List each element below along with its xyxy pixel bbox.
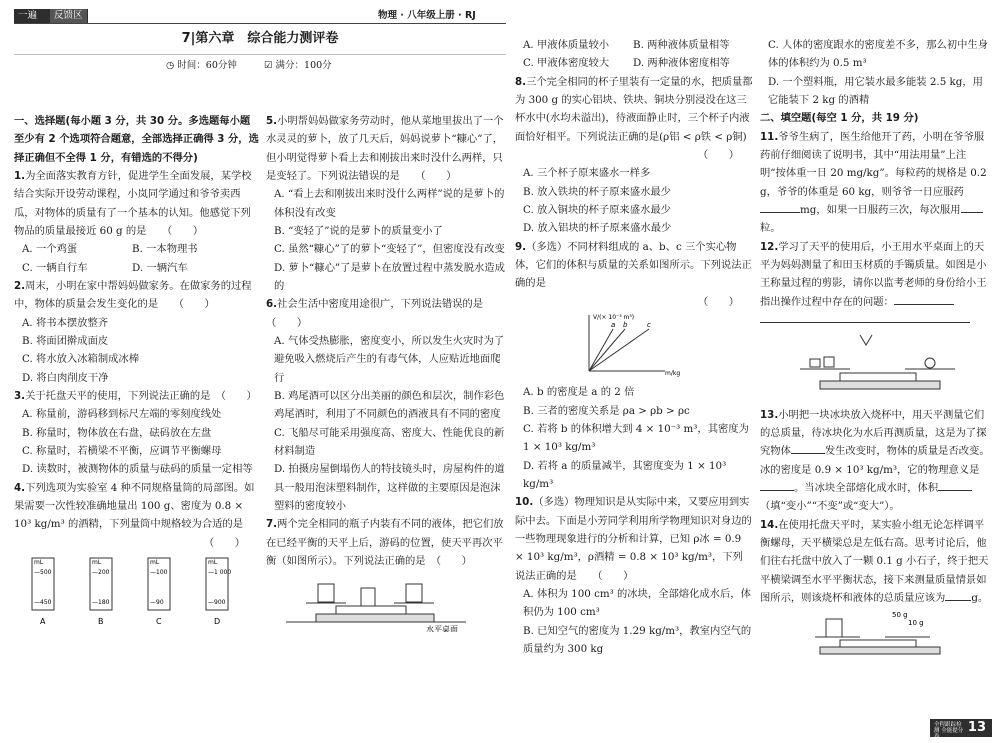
balance-base	[316, 614, 434, 622]
cylinder-unit: mL	[150, 558, 160, 566]
q3-option-b: B. 称量时，物体放在右盘，砝码放在左盘	[22, 426, 212, 439]
line-a	[589, 329, 613, 371]
column-2	[266, 112, 506, 743]
question-1: 1.为全面落实教育方针，促进学生全面发展，某学校结合实际开设劳动课程，小岚同学通过和爷爷卖西瓜，对物体的质量有了一个基本的认知。他感觉下列物品的质量最接近 60 g 的是 （ ）	[14, 169, 252, 237]
cylinder-c	[148, 558, 170, 626]
cylinder-label: D	[214, 616, 221, 626]
blank-11b[interactable]	[961, 202, 983, 213]
q8-answer-paren: （ ）	[697, 148, 739, 161]
q5-option-b: B. “变轻了”说的是萝卜的质量变小了	[274, 224, 443, 237]
question-10: 10.（多选）物理知识是从实际中来，又要应用到实际中去。下面是小芳同学利用所学物理知识对身边的一些物理现象进行的分析和计算，已知 ρ冰 = 0.9 × 10³ kg/m³，ρ酒精 = 0.8 × 10³ kg/m³，下列说法正确的是 （ ）	[515, 496, 752, 582]
q7-options-row2	[515, 54, 753, 72]
beaker	[826, 619, 842, 637]
balance-figure-q12	[760, 329, 990, 399]
q6-option-d: D. 拍摄房屋倒塌伤人的特技镜头时，房屋构件的道具一般用泡沫塑料制作，这样做的主要原因是泡沫塑料的密度较小	[274, 463, 505, 512]
balance-figure-q14	[760, 607, 990, 655]
blank-11a[interactable]	[760, 202, 800, 213]
cylinder-unit: mL	[34, 558, 44, 566]
series-a-label: a	[611, 320, 616, 329]
question-9: 9.（多选）不同材料组成的 a、b、c 三个实心物体，它们的体积与质量的关系如图所示。下列说法正确的是	[515, 240, 752, 290]
question-11: 11.爷爷生病了，医生给他开了药，小明在爷爷服药前仔细阅读了说明书，其中“用法用量”上注明“按体重一日 20 mg/kg”。每粒药的规格是 0.2 g，爷爷的体重是 60 kg，则爷爷一日应服药mg，如果一日服药三次，每次服用粒。	[760, 130, 987, 235]
q6-option-b: B. 鸡尾酒可以区分出美丽的颜色和层次，制作彩色鸡尾酒时，利用了不同颜色的酒液具有不同的密度	[274, 389, 505, 421]
time-label: ◷ 时间：60分钟	[166, 60, 237, 71]
cylinder-bottom-mark: —180	[92, 598, 110, 606]
blank-12b[interactable]	[760, 312, 970, 323]
q8-option-a: A. 三个杯子原来盛水一样多	[523, 167, 651, 180]
q7-option-b: B. 两种液体质量相等	[633, 39, 730, 51]
column-3	[515, 36, 753, 743]
q5-option-a: A. “看上去和刚拔出来时没什么两样”说的是萝卜的体积没有改变	[274, 188, 505, 219]
q2-option-b: B. 将面团擀成面皮	[22, 334, 109, 347]
q6-option-c: C. 飞船尽可能采用强度高、密度大、性能优良的新材料制造	[274, 426, 505, 457]
q9-option-b: B. 三者的密度关系是 ρa > ρb > ρc	[523, 404, 690, 417]
cylinder-bottom-mark: —90	[150, 598, 164, 606]
base-14	[820, 647, 940, 654]
blank-12a[interactable]	[894, 294, 954, 305]
q1-option-b: B. 一本物理书	[132, 243, 198, 256]
q9-option-d: D. 若将 a 的质量减半，其密度变为 1 × 10³ kg/m³	[523, 459, 727, 490]
score-label: ☑ 满分：100分	[264, 60, 332, 71]
q3-option-c: C. 称量时，若横梁不平衡，应调节平衡螺母	[22, 444, 222, 457]
cylinder-label: A	[40, 616, 46, 626]
q7-option-c: C. 甲液体密度较大	[523, 57, 610, 70]
q8-option-b: B. 放入铁块的杯子原来盛水最少	[523, 185, 671, 198]
q1-option-c: C. 一辆自行车	[22, 261, 88, 274]
bottle-left	[318, 584, 334, 602]
bracelet	[925, 358, 935, 368]
table-label: 水平桌面	[426, 625, 458, 633]
scale-14	[840, 640, 916, 647]
hand-icon	[860, 335, 872, 345]
q8-option-d: D. 放入铝块的杯子原来盛水最少	[523, 222, 672, 235]
question-7: 7.两个完全相同的瓶子内装有不同的液体，把它们放在已经平衡的天平上后，游码的位置，使天平再次平衡（如图所示）。下列说法正确的是 （ ）	[266, 518, 504, 567]
weight-2	[824, 357, 834, 367]
blank-13c[interactable]	[938, 480, 972, 491]
q10-option-d: D. 一个塑料瓶，用它装水最多能装 2.5 kg，用它能装下 2 kg 的酒精	[768, 75, 983, 106]
column-1	[14, 112, 259, 743]
series-b-label: b	[623, 320, 628, 329]
q1-options-row2	[14, 259, 259, 277]
question-14: 14.在使用托盘天平时，某实验小组无论怎样调平衡螺母，天平横梁总是左低右高。思考讨论后，他们往右托盘中放入了一颗 0.1 g 小石子，终于把天平横梁调至水平平衡状态，接下来测量质量情景如图所示，则该烧杯和液体的总质量应该为 g。	[760, 518, 989, 604]
page-number-badge: 全程跟踪检测 全能提分卷 13	[930, 719, 992, 737]
cylinder-bottom-mark: —450	[34, 598, 52, 606]
volume-mass-graph	[515, 311, 753, 377]
q9-option-a: A. b 的密度是 a 的 2 倍	[523, 386, 635, 399]
q2-option-c: C. 将水放入冰箱制成冰棒	[22, 353, 140, 366]
section-heading-2: 二、填空题(每空 1 分，共 19 分)	[760, 112, 919, 125]
q1-options-row1	[14, 240, 259, 258]
section-heading: 一、选择题(每小题 3 分，共 30 分。多选题每小题至少有 2 个选项符合题意，全部选择正确得 3 分，选择正确但不全得 1 分，有错选的不得分)	[14, 115, 259, 164]
question-8: 8.三个完全相同的杯子里装有一定量的水，把质量都为 300 g 的实心铝块、铁块、铜块分别浸没在这三杯水中(水均未溢出)，待液面静止时，三个杯子内液面恰好相平。下列说法正确的是(ρ铝 < ρ铁 < ρ铜)	[515, 75, 753, 143]
cylinder-label: C	[156, 616, 162, 626]
q9-option-c: C. 若将 b 的体积增大到 4 × 10⁻³ m³，其密度为 1 × 10³ kg/m³	[523, 422, 749, 454]
q10-option-c: C. 人体的密度跟水的密度差不多，那么初中生身体的体积约为 0.5 m³	[768, 39, 988, 70]
question-12: 12.学习了天平的使用后，小王用水平桌面上的天平为妈妈测量了和田玉材质的手镯质量。如图是小王称量过程的剪影，请你以监考老师的身份给小王指出操作过程中存在的问题：	[760, 238, 990, 330]
q5-option-d: D. 萝卜“糠心”了是萝卜在放置过程中蒸发脱水造成的	[274, 261, 505, 292]
scale-12	[840, 373, 916, 381]
q2-option-a: A. 将书本摆放整齐	[22, 316, 109, 329]
q10-option-b: B. 已知空气的密度为 1.29 kg/m³，教室内空气的质量约为 300 kg	[523, 624, 752, 655]
q7-option-a: A. 甲液体质量较小	[523, 39, 610, 51]
question-3: 3.关于托盘天平的使用，下列说法正确的是 （ ）	[14, 389, 257, 402]
cylinder-unit: mL	[208, 558, 218, 566]
cylinder-d	[206, 558, 231, 626]
cylinder-bottom-mark: —900	[208, 598, 226, 606]
blank-13b[interactable]	[760, 480, 794, 491]
cylinder-a	[32, 558, 54, 626]
cylinder-top-mark: —100	[150, 568, 168, 576]
series-c-label: c	[647, 320, 651, 329]
q3-option-d: D. 读数时，被测物体的质量与砝码的质量一定相等	[22, 463, 253, 476]
balance-figure-q7	[266, 570, 506, 632]
blank-13a[interactable]	[791, 443, 825, 454]
question-4: 4.下列选项为实验室 4 种不同规格量筒的局部图。如果需要一次性较准确地量出 100 g、密度为 0.8 × 10³ kg/m³ 的酒精，下列量筒中规格较为合适的是	[14, 481, 255, 531]
graph-y-label: V/(× 10⁻³ m³)	[593, 313, 635, 321]
question-13: 13.小明把一块冰块放入烧杯中，用天平测量它们的总质量，待冰块化为水后再测质量，这是为了探究物体 发生改变时，物体的质量是否改变。冰的密度是 0.9 × 10³ kg/m³，它的物理意义是。当冰块全部熔化成水时，体积（填“变小”“不变”或“变大”）。	[760, 408, 990, 513]
brand-logo: 一遍 反馈区	[14, 9, 88, 23]
q1-option-a: A. 一个鸡蛋	[22, 243, 78, 256]
q9-answer-paren: （ ）	[697, 295, 739, 308]
q2-option-d: D. 将白肉削皮干净	[22, 371, 109, 384]
base-12	[820, 381, 940, 389]
cylinder-b	[90, 558, 112, 626]
graph-x-label: m/kg	[665, 369, 681, 377]
column-4	[760, 36, 990, 743]
q10-option-a: A. 体积为 100 cm³ 的冰块，全部熔化成水后，体积仍为 100 cm³	[523, 587, 751, 619]
q7-option-d: D. 两种液体密度相等	[633, 57, 730, 70]
cylinder-unit: mL	[92, 558, 102, 566]
weight-50g-label: 50 g	[892, 611, 908, 620]
q4-answer-paren: （ ）	[203, 536, 245, 549]
cylinder-label: B	[98, 616, 104, 626]
weight-10g-label: 10 g	[908, 619, 924, 628]
weight-1	[810, 359, 820, 367]
q7-options-row1	[515, 36, 753, 54]
blank-14a[interactable]	[945, 590, 971, 601]
cylinder-top-mark: —500	[34, 568, 52, 576]
q5-option-c: C. 虽然“糠心”了的萝卜“变轻了”，但密度没有改变	[274, 243, 505, 256]
q6-option-a: A. 气体受热膨胀，密度变小，所以发生火灾时为了避免吸入燃烧后产生的有毒气体，人应贴近地面爬行	[274, 334, 505, 384]
cylinder-top-mark: —1 000	[208, 568, 232, 576]
subject-label: 物理 · 八年级上册 · RJ	[378, 10, 476, 21]
balance-pillar	[361, 588, 375, 606]
page-title: 7|第六章 综合能力测评卷	[14, 24, 506, 55]
cylinder-top-mark: —200	[92, 568, 110, 576]
question-2: 2.周末，小明在家中帮妈妈做家务。在做家务的过程中，物体的质量会发生变化的是 （ ）	[14, 279, 252, 311]
q8-option-c: C. 放入铜块的杯子原来盛水最少	[523, 203, 671, 216]
q3-option-a: A. 称量前，游码移到标尺左端的零刻度线处	[22, 408, 222, 421]
question-6: 6.社会生活中密度用途很广，下列说法错误的是（ ）	[266, 298, 484, 329]
beam-scale	[336, 606, 406, 614]
measuring-cylinders-figure	[14, 552, 259, 632]
question-5: 5.小明帮妈妈做家务劳动时，他从菜地里拔出了一个水灵灵的萝卜，放了几天后，妈妈说萝卜“糠心”了，但小明觉得萝卜看上去和刚拔出来时没什么两样，只是变轻了。下列说法错误的是 （ ）	[266, 115, 504, 182]
bottle-right	[406, 584, 422, 602]
q1-option-d: D. 一辆汽车	[132, 261, 188, 274]
